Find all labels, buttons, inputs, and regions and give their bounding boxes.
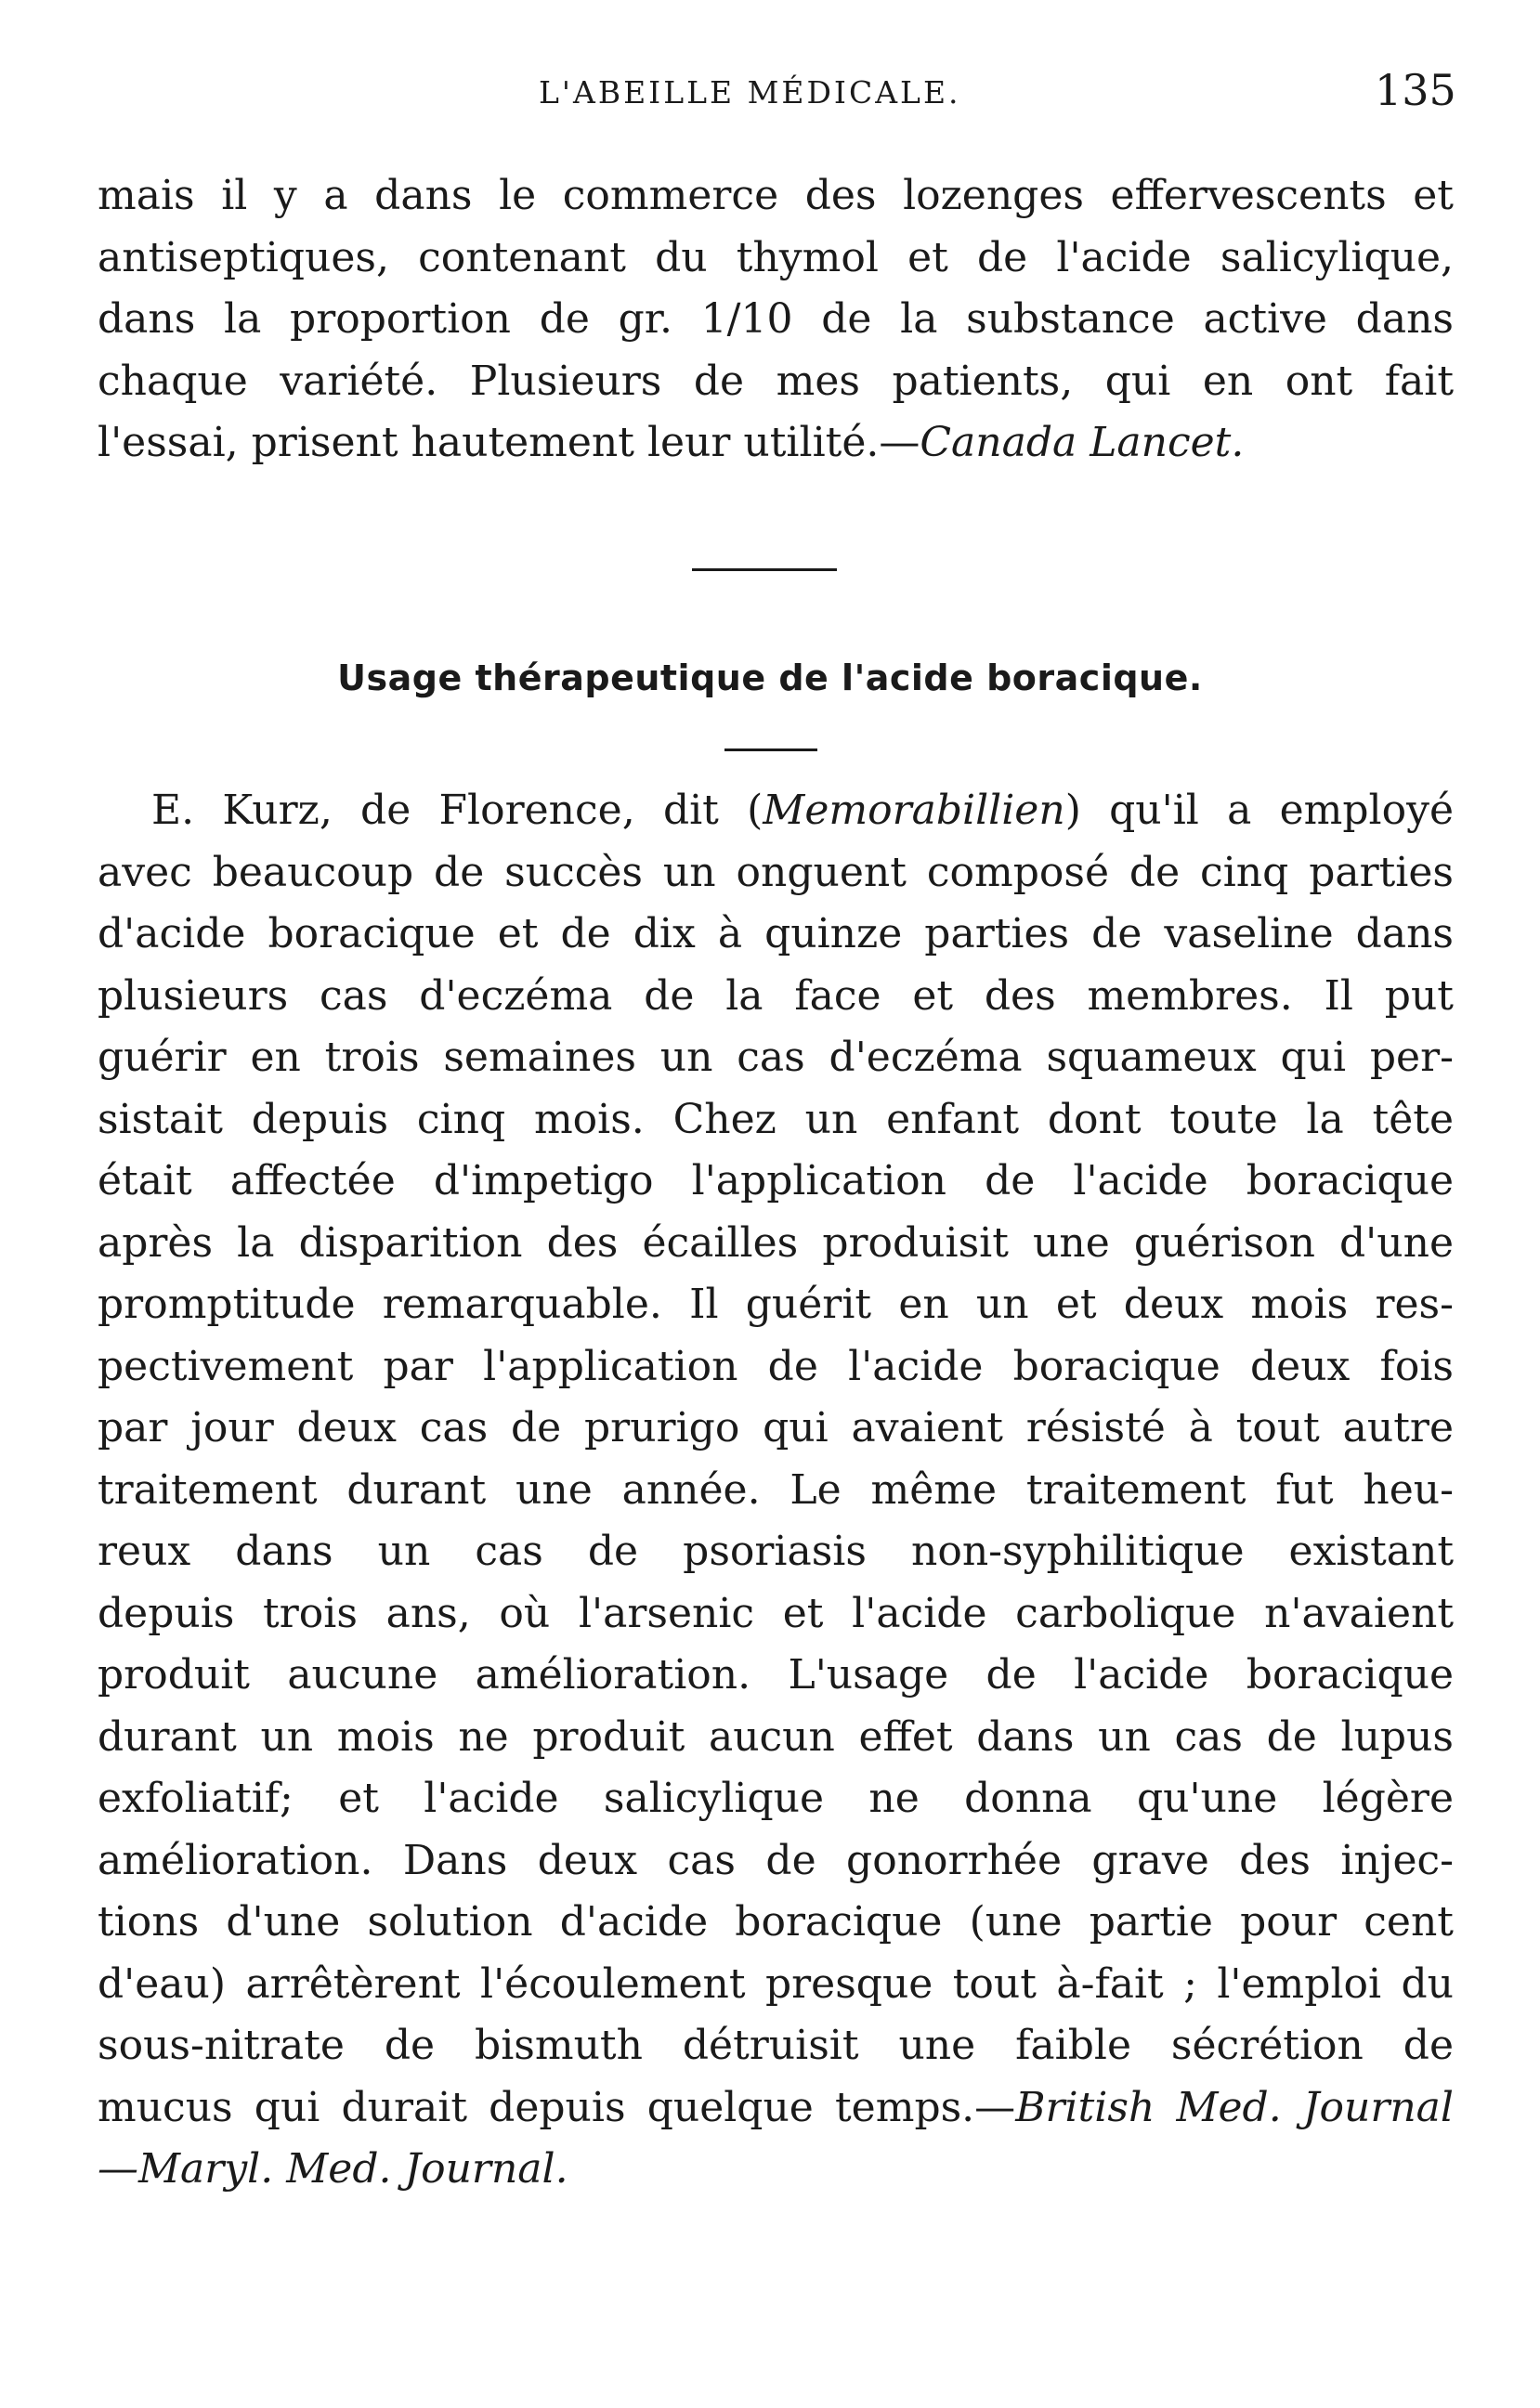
- text-line: avec beaucoup de succès un onguent composé de cinq parties: [98, 848, 1454, 896]
- text-line: antiseptiques, contenant du thymol et de l'acide salicylique,: [98, 233, 1454, 281]
- article-body: [98, 780, 1454, 2201]
- separator-rule: [724, 748, 817, 751]
- text-line: dans la proportion de gr. 1/10 de la substance active dans: [98, 295, 1454, 343]
- text-line: reux dans un cas de psoriasis non-syphilitique existant: [98, 1528, 1454, 1575]
- running-head: [0, 65, 1540, 121]
- text-line: amélioration. Dans deux cas de gonorrhée grave des injec-: [98, 1836, 1454, 1884]
- text-segment: ) qu'il a employé: [1064, 787, 1454, 834]
- journal-title: Memorabillien: [763, 787, 1065, 834]
- section-heading: Usage thérapeutique de l'acide boracique.: [337, 657, 1203, 698]
- text-line: tions d'une solution d'acide boracique (une partie pour cent: [98, 1898, 1454, 1946]
- paragraph-continuation: [98, 165, 1454, 475]
- running-title: L'ABEILLE MÉDICALE.: [539, 74, 961, 111]
- source-citation: Canada Lancet.: [920, 419, 1245, 466]
- text-line: mais il y a dans le commerce des lozenges effervescents et: [98, 172, 1454, 219]
- text-line: guérir en trois semaines un cas d'eczéma squameux qui per-: [98, 1034, 1454, 1081]
- text-line: pectivement par l'application de l'acide boracique deux fois: [98, 1342, 1454, 1390]
- text-line: d'eau) arrêtèrent l'écoulement presque tout à-fait ; l'emploi du: [98, 1959, 1454, 2008]
- text-line: sous-nitrate de bismuth détruisit une faible sécrétion de: [98, 2022, 1454, 2069]
- text-line: depuis trois ans, où l'arsenic et l'acide carbolique n'avaient: [98, 1589, 1454, 1637]
- text-segment: l'essai, prisent hautement leur utilité.—: [98, 419, 920, 466]
- separator-rule: [692, 568, 837, 571]
- text-line: [98, 2077, 1454, 2140]
- text-line: durant un mois ne produit aucun effet dans un cas de lupus: [98, 1712, 1454, 1761]
- text-line: d'acide boracique et de dix à quinze parties de vaseline dans: [98, 910, 1454, 957]
- text-line: [98, 780, 1454, 842]
- text-segment: E. Kurz, de Florence, dit (: [151, 787, 763, 834]
- text-line: promptitude remarquable. Il guérit en un et deux mois res-: [98, 1281, 1454, 1328]
- text-line: après la disparition des écailles produisit une guérison d'une: [98, 1218, 1454, 1267]
- page-number: 135: [1375, 65, 1456, 115]
- text-line: par jour deux cas de prurigo qui avaient résisté à tout autre: [98, 1404, 1454, 1451]
- text-line: sistait depuis cinq mois. Chez un enfant dont toute la tête: [98, 1095, 1454, 1143]
- source-citation: —Maryl. Med. Journal.: [98, 2145, 568, 2193]
- text-line: était affectée d'impetigo l'application de l'acide boracique: [98, 1157, 1454, 1204]
- text-line: exfoliatif; et l'acide salicylique ne donna qu'une légère: [98, 1775, 1454, 1822]
- source-citation: British Med. Journal: [1015, 2083, 1454, 2131]
- text-line: traitement durant une année. Le même traitement fut heu-: [98, 1465, 1454, 1514]
- text-segment: mucus qui durait depuis quelque temps.—: [98, 2083, 1016, 2131]
- text-line: plusieurs cas d'eczéma de la face et des membres. Il put: [98, 971, 1454, 1020]
- text-line: chaque variété. Plusieurs de mes patients, qui en ont fait: [98, 357, 1454, 405]
- text-line: [98, 412, 1454, 475]
- text-line: produit aucune amélioration. L'usage de l'acide boracique: [98, 1651, 1454, 1699]
